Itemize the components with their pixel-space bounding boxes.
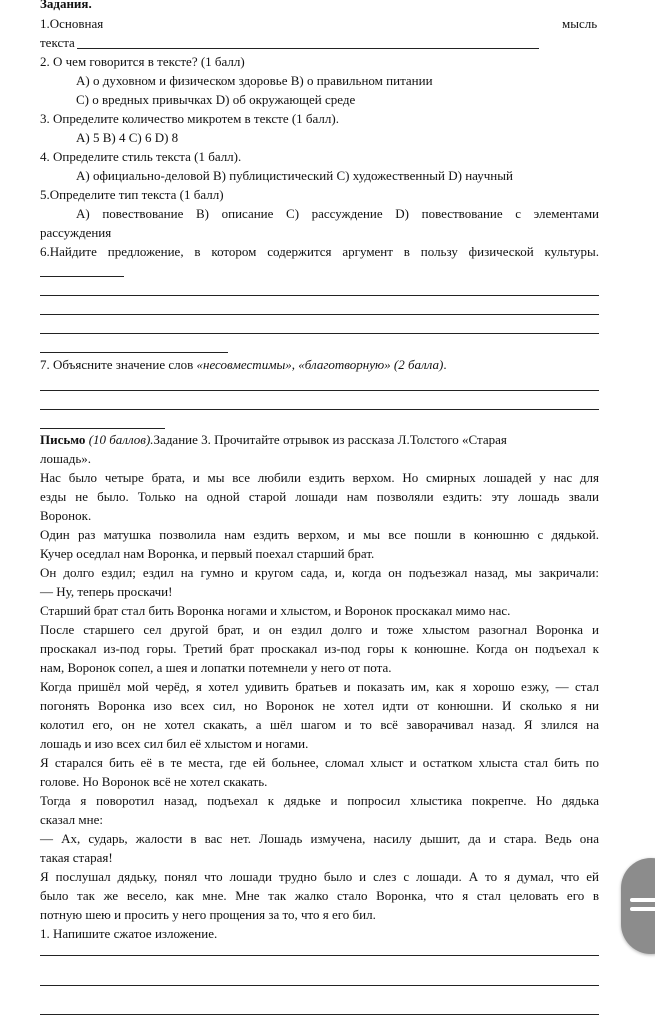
story-line: голове. Но Воронок всё не хотел скакать. bbox=[40, 774, 268, 789]
summary-answer-line[interactable] bbox=[40, 985, 599, 986]
story-line: Когда пришёл мой черёд, я хотел удивить братьев и показать им, как я хорошо езжу, — стал bbox=[40, 679, 599, 694]
q2-options-1: А) о духовном и физическом здоровье В) о правильном питании bbox=[76, 73, 433, 88]
q5-options-2: рассуждения bbox=[40, 225, 112, 240]
story-line: Тогда я поворотил назад, подъехал к дядьке и попросил хлыстика покрепче. Но дядька bbox=[40, 793, 599, 808]
q7-suffix: . bbox=[443, 357, 447, 372]
q6-answer-line[interactable] bbox=[40, 295, 599, 296]
story-line: После старшего сел другой брат, и он ездил долго и тоже хлыстом разогнал Воронка и bbox=[40, 622, 599, 637]
summary-answer-line[interactable] bbox=[40, 1014, 599, 1015]
q2-options-2: С) о вредных привычках D) об окружающей среде bbox=[76, 92, 356, 107]
q1-label: 1.Основная bbox=[40, 16, 104, 31]
story-line: Старший брат стал бить Воронка ногами и хлыстом, и Воронок проскакал мимо нас. bbox=[40, 603, 511, 618]
header-title: Задания. bbox=[40, 0, 92, 11]
q6-question: 6.Найдите предложение, в котором содержится аргумент в пользу физической культуры. bbox=[40, 244, 599, 259]
story-line: Воронок. bbox=[40, 508, 92, 523]
story-line: Я старался бить её в те места, где ей больнее, сломал хлыст и остатком хлыста стал бить по bbox=[40, 755, 599, 770]
q6-answer-line[interactable] bbox=[40, 352, 228, 353]
q6-answer-line[interactable] bbox=[40, 276, 124, 277]
writing-intro-2: лошадь». bbox=[40, 451, 92, 466]
story-line: езды не было. Только на одной старой лошади нам позволяли ездить: эту лошадь звали bbox=[40, 489, 599, 504]
q7-question bbox=[40, 357, 447, 373]
story-line: Один раз матушка позволила нам ездить верхом, и мы все пошли в конюшню с дядькой. bbox=[40, 527, 599, 542]
q1-answer-line[interactable] bbox=[77, 48, 539, 49]
q4-question: 4. Определите стиль текста (1 балл). bbox=[40, 149, 242, 164]
q1-continuation: текста bbox=[40, 35, 75, 50]
q6-answer-line[interactable] bbox=[40, 333, 599, 334]
writing-intro: Задание 3. Прочитайте отрывок из рассказа Л.Толстого «Старая bbox=[153, 432, 507, 447]
summary-task: 1. Напишите сжатое изложение. bbox=[40, 926, 218, 941]
story-line: лошадь и изо всех сил бил её хлыстом и ногами. bbox=[40, 736, 309, 751]
q7-answer-line[interactable] bbox=[40, 390, 599, 391]
q7-prefix: 7. Объясните значение слов bbox=[40, 357, 197, 372]
story-line: — Ну, теперь проскачи! bbox=[40, 584, 173, 599]
floating-menu-button[interactable] bbox=[621, 858, 655, 954]
q7-words: «несовместимы», «благотворную» (2 балла) bbox=[196, 357, 444, 372]
summary-answer-line[interactable] bbox=[40, 955, 599, 956]
writing-points: (10 баллов). bbox=[85, 432, 154, 447]
story-line: было так же весело, как мне. Мне так жалко стало Воронка, что я стал целовать его в bbox=[40, 888, 599, 903]
story-line: такая старая! bbox=[40, 850, 113, 865]
q2-question: 2. О чем говорится в тексте? (1 балл) bbox=[40, 54, 245, 69]
q1-label-right: мысль bbox=[562, 16, 598, 31]
story-line: — Ах, сударь, жалости в вас нет. Лошадь измучена, насилу дышит, да и стара. Ведь она bbox=[40, 831, 599, 846]
writing-title: Письмо bbox=[40, 432, 86, 447]
story-line: Он долго ездил; ездил на гумно и кругом сада, и, когда он подъезжал назад, мы закричали: bbox=[40, 565, 599, 580]
q5-question: 5.Определите тип текста (1 балл) bbox=[40, 187, 224, 202]
story-line: потную шею и просить у него прощения за то, что я его бил. bbox=[40, 907, 376, 922]
q6-answer-line[interactable] bbox=[40, 314, 599, 315]
story-line: сказал мне: bbox=[40, 812, 103, 827]
story-line: Я послушал дядьку, понял что лошади трудно было и слез с лошади. А то я думал, что ей bbox=[40, 869, 599, 884]
story-line: проскакал из-под горы. Третий брат проскакал из-под горы к конюшне. Когда он подъехал к bbox=[40, 641, 599, 656]
story-line: Нас было четыре брата, и мы все любили ездить верхом. Но смирных лошадей у нас для bbox=[40, 470, 599, 485]
story-line: погонять Воронка изо всех сил, но Воронок не хотел идти от конюшни. И сколько я ни bbox=[40, 698, 599, 713]
story-line: колотил его, он не хотел скакать, а шёл шагом и то всё заворачивал назад. Я злился на bbox=[40, 717, 599, 732]
story-line: Кучер оседлал нам Воронка, и первый поехал старший брат. bbox=[40, 546, 375, 561]
writing-heading bbox=[40, 432, 507, 448]
q4-options: А) официально-деловой В) публицистический С) художественный D) научный bbox=[76, 168, 513, 183]
q3-options: А) 5 В) 4 С) 6 D) 8 bbox=[76, 130, 179, 145]
q5-options-1: А) повествование В) описание С) рассуждение D) повествование с элементами bbox=[76, 206, 599, 221]
story-line: нам, Воронок сопел, а шея и лопатки потемнели у него от пота. bbox=[40, 660, 392, 675]
q3-question: 3. Определите количество микротем в тексте (1 балл). bbox=[40, 111, 339, 126]
q7-answer-line[interactable] bbox=[40, 428, 165, 429]
q7-answer-line[interactable] bbox=[40, 409, 599, 410]
